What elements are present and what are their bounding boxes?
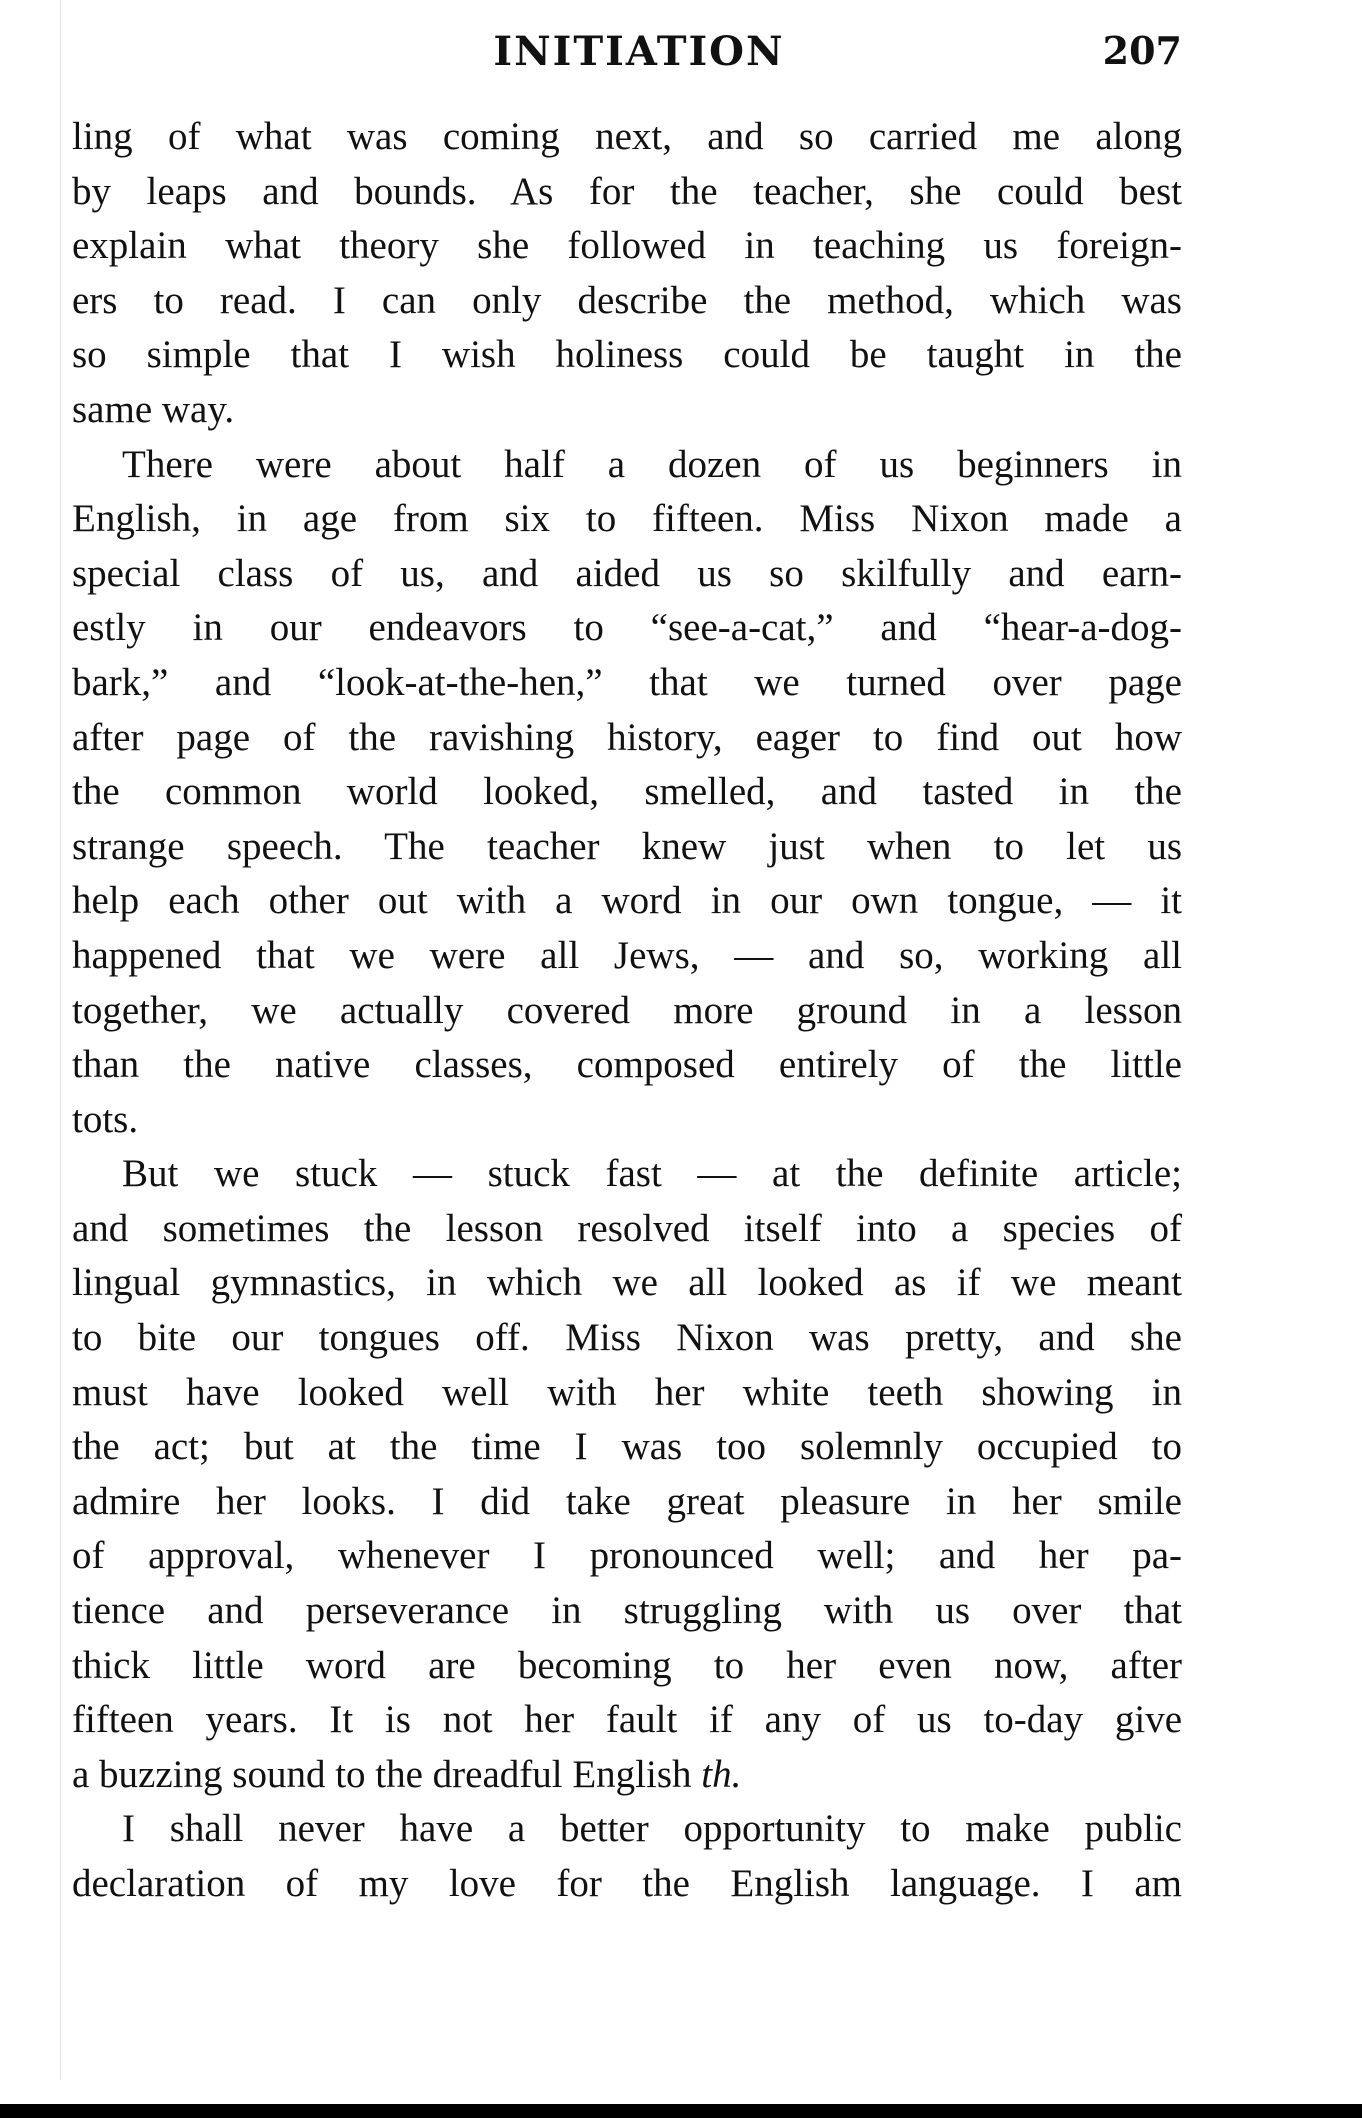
text-line: estly in our endeavors to “see-a-cat,” and “hear-a-dog- bbox=[72, 606, 1182, 650]
text-line: explain what theory she followed in teaching us foreign- bbox=[72, 224, 1182, 268]
text-line: by leaps and bounds. As for the teacher, she could best bbox=[72, 169, 1182, 213]
text-line: declaration of my love for the English language. I am bbox=[72, 1862, 1182, 1905]
text-line: the common world looked, smelled, and tasted in the bbox=[72, 770, 1182, 814]
text-line: lingual gymnastics, in which we all looked as if we meant bbox=[72, 1261, 1182, 1305]
text-line: ling of what was coming next, and so carried me along bbox=[72, 115, 1182, 158]
text-line: must have looked well with her white teeth showing in bbox=[72, 1370, 1182, 1414]
text-line: special class of us, and aided us so skilfully and earn- bbox=[72, 551, 1182, 595]
text-line bbox=[72, 1748, 1182, 1803]
text-line: to bite our tongues off. Miss Nixon was pretty, and she bbox=[72, 1316, 1182, 1360]
scan-bottom-border bbox=[0, 2104, 1362, 2118]
text-line: tots. bbox=[72, 1097, 139, 1141]
text-line: together, we actually covered more ground in a lesson bbox=[72, 988, 1182, 1032]
page-number: 207 bbox=[1102, 28, 1182, 73]
body-text bbox=[72, 110, 1182, 1912]
text-line: and sometimes the lesson resolved itself into a species of bbox=[72, 1206, 1182, 1250]
text-line-italic: th. bbox=[701, 1752, 742, 1796]
text-line: tience and perseverance in struggling with us over that bbox=[72, 1589, 1182, 1633]
running-head bbox=[72, 28, 1182, 78]
text-line: bark,” and “look-at-the-hen,” that we turned over page bbox=[72, 660, 1182, 704]
text-line: strange speech. The teacher knew just when to let us bbox=[72, 824, 1182, 868]
running-title: INITIATION bbox=[493, 28, 785, 75]
text-line: fifteen years. It is not her fault if any of us to-day give bbox=[72, 1698, 1182, 1742]
text-line: thick little word are becoming to her even now, after bbox=[72, 1643, 1182, 1687]
text-line: after page of the ravishing history, eager to find out how bbox=[72, 715, 1182, 759]
text-line: same way. bbox=[72, 387, 235, 431]
text-line-roman: a buzzing sound to the dreadful English bbox=[72, 1752, 692, 1796]
text-line: But we stuck — stuck fast — at the definite article; bbox=[122, 1152, 1182, 1196]
text-line: the act; but at the time I was too solemnly occupied to bbox=[72, 1425, 1182, 1469]
text-line: There were about half a dozen of us beginners in bbox=[122, 442, 1182, 486]
text-line: admire her looks. I did take great pleasure in her smile bbox=[72, 1479, 1182, 1523]
text-line: happened that we were all Jews, — and so, working all bbox=[72, 933, 1182, 977]
text-line: help each other out with a word in our own tongue, — it bbox=[72, 879, 1182, 923]
text-line: ers to read. I can only describe the method, which was bbox=[72, 278, 1182, 322]
text-line: than the native classes, composed entirely of the little bbox=[72, 1043, 1182, 1087]
text-line: of approval, whenever I pronounced well; and her pa- bbox=[72, 1534, 1182, 1578]
gutter-shadow bbox=[60, 0, 61, 2080]
text-line: so simple that I wish holiness could be taught in the bbox=[72, 333, 1182, 377]
text-line: I shall never have a better opportunity to make public bbox=[122, 1807, 1182, 1851]
text-line: English, in age from six to fifteen. Miss Nixon made a bbox=[72, 497, 1182, 541]
